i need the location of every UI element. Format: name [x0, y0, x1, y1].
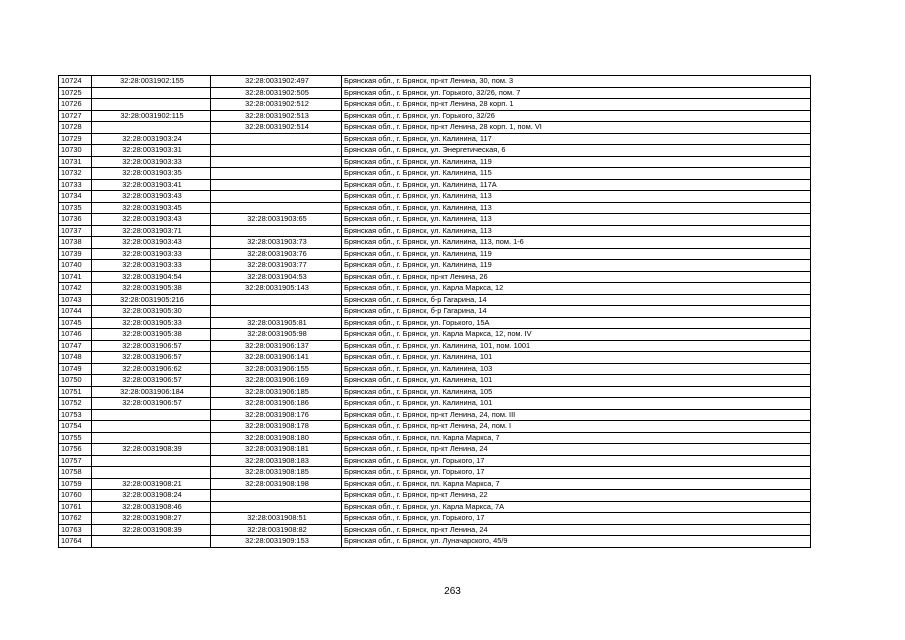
building-cadastral-number-cell: [211, 225, 342, 237]
land-cadastral-number-cell: [92, 432, 211, 444]
table-row: [59, 501, 811, 513]
building-cadastral-number-cell: 32:28:0031909:153: [211, 536, 342, 548]
table-row: [59, 317, 811, 329]
address-cell: Брянская обл., г. Брянск, ул. Горького, 15А: [342, 317, 811, 329]
table-row: [59, 76, 811, 88]
address-cell: Брянская обл., г. Брянск, ул. Горького, 32/26, пом. 7: [342, 87, 811, 99]
building-cadastral-number-cell: 32:28:0031904:53: [211, 271, 342, 283]
address-cell: Брянская обл., г. Брянск, ул. Калинина, 115: [342, 168, 811, 180]
table-row: [59, 87, 811, 99]
table-row: [59, 455, 811, 467]
building-cadastral-number-cell: [211, 179, 342, 191]
table-row: [59, 536, 811, 548]
land-cadastral-number-cell: [92, 122, 211, 134]
land-cadastral-number-cell: 32:28:0031908:39: [92, 444, 211, 456]
address-cell: Брянская обл., г. Брянск, ул. Калинина, 119: [342, 248, 811, 260]
row-number-cell: 10726: [59, 99, 92, 111]
building-cadastral-number-cell: [211, 202, 342, 214]
address-cell: Брянская обл., г. Брянск, пр-кт Ленина, 28 корп. 1: [342, 99, 811, 111]
address-cell: Брянская обл., г. Брянск, пр-кт Ленина, 30, пом. 3: [342, 76, 811, 88]
page-number: 263: [444, 586, 461, 597]
land-cadastral-number-cell: [92, 87, 211, 99]
row-number-cell: 10740: [59, 260, 92, 272]
address-cell: Брянская обл., г. Брянск, ул. Горького, 17: [342, 455, 811, 467]
land-cadastral-number-cell: 32:28:0031902:155: [92, 76, 211, 88]
table-row: [59, 421, 811, 433]
row-number-cell: 10747: [59, 340, 92, 352]
table-row: [59, 409, 811, 421]
table-row: [59, 191, 811, 203]
address-cell: Брянская обл., г. Брянск, ул. Карла Маркса, 12: [342, 283, 811, 295]
land-cadastral-number-cell: 32:28:0031906:57: [92, 340, 211, 352]
land-cadastral-number-cell: 32:28:0031903:33: [92, 260, 211, 272]
address-cell: Брянская обл., г. Брянск, ул. Калинина, 105: [342, 386, 811, 398]
address-cell: Брянская обл., г. Брянск, ул. Луначарского, 45/9: [342, 536, 811, 548]
row-number-cell: 10743: [59, 294, 92, 306]
address-cell: Брянская обл., г. Брянск, пр-кт Ленина, 22: [342, 490, 811, 502]
land-cadastral-number-cell: 32:28:0031903:31: [92, 145, 211, 157]
table-row: [59, 225, 811, 237]
table-row: [59, 214, 811, 226]
row-number-cell: 10727: [59, 110, 92, 122]
building-cadastral-number-cell: 32:28:0031906:155: [211, 363, 342, 375]
row-number-cell: 10756: [59, 444, 92, 456]
row-number-cell: 10759: [59, 478, 92, 490]
building-cadastral-number-cell: 32:28:0031902:512: [211, 99, 342, 111]
table-row: [59, 145, 811, 157]
building-cadastral-number-cell: 32:28:0031908:183: [211, 455, 342, 467]
row-number-cell: 10755: [59, 432, 92, 444]
land-cadastral-number-cell: 32:28:0031903:43: [92, 237, 211, 249]
building-cadastral-number-cell: 32:28:0031902:505: [211, 87, 342, 99]
address-cell: Брянская обл., г. Брянск, ул. Горького, 17: [342, 467, 811, 479]
row-number-cell: 10732: [59, 168, 92, 180]
building-cadastral-number-cell: 32:28:0031908:181: [211, 444, 342, 456]
address-cell: Брянская обл., г. Брянск, пр-кт Ленина, 24, пом. III: [342, 409, 811, 421]
row-number-cell: 10730: [59, 145, 92, 157]
land-cadastral-number-cell: [92, 409, 211, 421]
table-row: [59, 432, 811, 444]
land-cadastral-number-cell: 32:28:0031908:24: [92, 490, 211, 502]
address-cell: Брянская обл., г. Брянск, ул. Калинина, 113: [342, 214, 811, 226]
land-cadastral-number-cell: 32:28:0031902:115: [92, 110, 211, 122]
land-cadastral-number-cell: 32:28:0031905:216: [92, 294, 211, 306]
address-cell: Брянская обл., г. Брянск, ул. Калинина, 103: [342, 363, 811, 375]
row-number-cell: 10737: [59, 225, 92, 237]
row-number-cell: 10761: [59, 501, 92, 513]
row-number-cell: 10750: [59, 375, 92, 387]
row-number-cell: 10760: [59, 490, 92, 502]
building-cadastral-number-cell: 32:28:0031903:76: [211, 248, 342, 260]
address-cell: Брянская обл., г. Брянск, ул. Калинина, 119: [342, 260, 811, 272]
table-row: [59, 375, 811, 387]
cadastral-registry-table: [58, 75, 811, 548]
building-cadastral-number-cell: 32:28:0031903:77: [211, 260, 342, 272]
land-cadastral-number-cell: [92, 421, 211, 433]
row-number-cell: 10738: [59, 237, 92, 249]
row-number-cell: 10758: [59, 467, 92, 479]
address-cell: Брянская обл., г. Брянск, пр-кт Ленина, 24: [342, 524, 811, 536]
row-number-cell: 10754: [59, 421, 92, 433]
address-cell: Брянская обл., г. Брянск, ул. Калинина, 101: [342, 375, 811, 387]
address-cell: Брянская обл., г. Брянск, пл. Карла Маркса, 7: [342, 432, 811, 444]
table-row: [59, 386, 811, 398]
land-cadastral-number-cell: 32:28:0031908:27: [92, 513, 211, 525]
land-cadastral-number-cell: [92, 455, 211, 467]
row-number-cell: 10733: [59, 179, 92, 191]
address-cell: Брянская обл., г. Брянск, б-р Гагарина, 14: [342, 306, 811, 318]
address-cell: Брянская обл., г. Брянск, ул. Калинина, 101: [342, 352, 811, 364]
table-row: [59, 283, 811, 295]
row-number-cell: 10736: [59, 214, 92, 226]
land-cadastral-number-cell: 32:28:0031903:43: [92, 191, 211, 203]
building-cadastral-number-cell: [211, 133, 342, 145]
row-number-cell: 10764: [59, 536, 92, 548]
row-number-cell: 10762: [59, 513, 92, 525]
table-row: [59, 444, 811, 456]
building-cadastral-number-cell: [211, 145, 342, 157]
address-cell: Брянская обл., г. Брянск, ул. Энергетическая, 6: [342, 145, 811, 157]
building-cadastral-number-cell: 32:28:0031905:81: [211, 317, 342, 329]
building-cadastral-number-cell: 32:28:0031905:98: [211, 329, 342, 341]
row-number-cell: 10734: [59, 191, 92, 203]
table-row: [59, 260, 811, 272]
building-cadastral-number-cell: 32:28:0031902:513: [211, 110, 342, 122]
table-row: [59, 329, 811, 341]
building-cadastral-number-cell: 32:28:0031908:176: [211, 409, 342, 421]
row-number-cell: 10763: [59, 524, 92, 536]
address-cell: Брянская обл., г. Брянск, пр-кт Ленина, 24, пом. I: [342, 421, 811, 433]
land-cadastral-number-cell: [92, 467, 211, 479]
address-cell: Брянская обл., г. Брянск, ул. Калинина, 117: [342, 133, 811, 145]
building-cadastral-number-cell: 32:28:0031908:51: [211, 513, 342, 525]
table-row: [59, 478, 811, 490]
table-row: [59, 398, 811, 410]
land-cadastral-number-cell: 32:28:0031903:35: [92, 168, 211, 180]
row-number-cell: 10729: [59, 133, 92, 145]
building-cadastral-number-cell: 32:28:0031906:185: [211, 386, 342, 398]
land-cadastral-number-cell: 32:28:0031908:46: [92, 501, 211, 513]
table-row: [59, 467, 811, 479]
address-cell: Брянская обл., г. Брянск, ул. Калинина, 113: [342, 225, 811, 237]
table-row: [59, 202, 811, 214]
row-number-cell: 10744: [59, 306, 92, 318]
row-number-cell: 10753: [59, 409, 92, 421]
land-cadastral-number-cell: [92, 99, 211, 111]
table-row: [59, 122, 811, 134]
row-number-cell: 10742: [59, 283, 92, 295]
table-row: [59, 490, 811, 502]
building-cadastral-number-cell: 32:28:0031902:514: [211, 122, 342, 134]
land-cadastral-number-cell: 32:28:0031905:38: [92, 283, 211, 295]
row-number-cell: 10751: [59, 386, 92, 398]
registry-table-body: [59, 76, 811, 548]
row-number-cell: 10735: [59, 202, 92, 214]
building-cadastral-number-cell: [211, 168, 342, 180]
row-number-cell: 10745: [59, 317, 92, 329]
table-row: [59, 179, 811, 191]
row-number-cell: 10748: [59, 352, 92, 364]
row-number-cell: 10746: [59, 329, 92, 341]
building-cadastral-number-cell: 32:28:0031906:169: [211, 375, 342, 387]
building-cadastral-number-cell: [211, 501, 342, 513]
address-cell: Брянская обл., г. Брянск, ул. Калинина, 119: [342, 156, 811, 168]
address-cell: Брянская обл., г. Брянск, пр-кт Ленина, 26: [342, 271, 811, 283]
address-cell: Брянская обл., г. Брянск, пр-кт Ленина, 24: [342, 444, 811, 456]
table-row: [59, 168, 811, 180]
land-cadastral-number-cell: 32:28:0031905:30: [92, 306, 211, 318]
table-row: [59, 271, 811, 283]
building-cadastral-number-cell: 32:28:0031903:73: [211, 237, 342, 249]
building-cadastral-number-cell: 32:28:0031902:497: [211, 76, 342, 88]
building-cadastral-number-cell: [211, 156, 342, 168]
row-number-cell: 10725: [59, 87, 92, 99]
building-cadastral-number-cell: 32:28:0031906:137: [211, 340, 342, 352]
land-cadastral-number-cell: 32:28:0031903:43: [92, 214, 211, 226]
building-cadastral-number-cell: [211, 294, 342, 306]
address-cell: Брянская обл., г. Брянск, пр-кт Ленина, 28 корп. 1, пом. VI: [342, 122, 811, 134]
land-cadastral-number-cell: 32:28:0031906:57: [92, 352, 211, 364]
address-cell: Брянская обл., г. Брянск, ул. Карла Маркса, 12, пом. IV: [342, 329, 811, 341]
building-cadastral-number-cell: 32:28:0031908:185: [211, 467, 342, 479]
address-cell: Брянская обл., г. Брянск, ул. Калинина, 101: [342, 398, 811, 410]
table-row: [59, 294, 811, 306]
address-cell: Брянская обл., г. Брянск, ул. Карла Маркса, 7А: [342, 501, 811, 513]
building-cadastral-number-cell: 32:28:0031906:141: [211, 352, 342, 364]
row-number-cell: 10724: [59, 76, 92, 88]
table-row: [59, 133, 811, 145]
address-cell: Брянская обл., г. Брянск, ул. Калинина, 113: [342, 202, 811, 214]
table-row: [59, 99, 811, 111]
building-cadastral-number-cell: 32:28:0031908:178: [211, 421, 342, 433]
table-row: [59, 237, 811, 249]
land-cadastral-number-cell: 32:28:0031906:62: [92, 363, 211, 375]
land-cadastral-number-cell: 32:28:0031905:33: [92, 317, 211, 329]
land-cadastral-number-cell: 32:28:0031908:21: [92, 478, 211, 490]
table-row: [59, 352, 811, 364]
row-number-cell: 10739: [59, 248, 92, 260]
building-cadastral-number-cell: 32:28:0031908:82: [211, 524, 342, 536]
land-cadastral-number-cell: 32:28:0031906:57: [92, 375, 211, 387]
table-row: [59, 524, 811, 536]
land-cadastral-number-cell: 32:28:0031903:24: [92, 133, 211, 145]
land-cadastral-number-cell: 32:28:0031905:38: [92, 329, 211, 341]
building-cadastral-number-cell: [211, 306, 342, 318]
building-cadastral-number-cell: 32:28:0031906:186: [211, 398, 342, 410]
building-cadastral-number-cell: 32:28:0031905:143: [211, 283, 342, 295]
land-cadastral-number-cell: [92, 536, 211, 548]
land-cadastral-number-cell: 32:28:0031903:71: [92, 225, 211, 237]
table-row: [59, 363, 811, 375]
building-cadastral-number-cell: [211, 191, 342, 203]
building-cadastral-number-cell: 32:28:0031908:198: [211, 478, 342, 490]
address-cell: Брянская обл., г. Брянск, б-р Гагарина, 14: [342, 294, 811, 306]
row-number-cell: 10731: [59, 156, 92, 168]
address-cell: Брянская обл., г. Брянск, ул. Калинина, 101, пом. 1001: [342, 340, 811, 352]
land-cadastral-number-cell: 32:28:0031903:33: [92, 156, 211, 168]
building-cadastral-number-cell: 32:28:0031903:65: [211, 214, 342, 226]
address-cell: Брянская обл., г. Брянск, ул. Горького, 32/26: [342, 110, 811, 122]
address-cell: Брянская обл., г. Брянск, ул. Калинина, 113: [342, 191, 811, 203]
row-number-cell: 10728: [59, 122, 92, 134]
table-row: [59, 513, 811, 525]
row-number-cell: 10757: [59, 455, 92, 467]
table-row: [59, 110, 811, 122]
table-row: [59, 340, 811, 352]
row-number-cell: 10741: [59, 271, 92, 283]
table-row: [59, 156, 811, 168]
land-cadastral-number-cell: 32:28:0031903:45: [92, 202, 211, 214]
land-cadastral-number-cell: 32:28:0031908:39: [92, 524, 211, 536]
row-number-cell: 10749: [59, 363, 92, 375]
address-cell: Брянская обл., г. Брянск, ул. Калинина, 117А: [342, 179, 811, 191]
table-row: [59, 248, 811, 260]
building-cadastral-number-cell: 32:28:0031908:180: [211, 432, 342, 444]
table-row: [59, 306, 811, 318]
row-number-cell: 10752: [59, 398, 92, 410]
land-cadastral-number-cell: 32:28:0031906:57: [92, 398, 211, 410]
building-cadastral-number-cell: [211, 490, 342, 502]
address-cell: Брянская обл., г. Брянск, ул. Горького, 17: [342, 513, 811, 525]
land-cadastral-number-cell: 32:28:0031903:33: [92, 248, 211, 260]
land-cadastral-number-cell: 32:28:0031904:54: [92, 271, 211, 283]
address-cell: Брянская обл., г. Брянск, ул. Калинина, 113, пом. 1-6: [342, 237, 811, 249]
address-cell: Брянская обл., г. Брянск, пл. Карла Маркса, 7: [342, 478, 811, 490]
land-cadastral-number-cell: 32:28:0031906:184: [92, 386, 211, 398]
land-cadastral-number-cell: 32:28:0031903:41: [92, 179, 211, 191]
